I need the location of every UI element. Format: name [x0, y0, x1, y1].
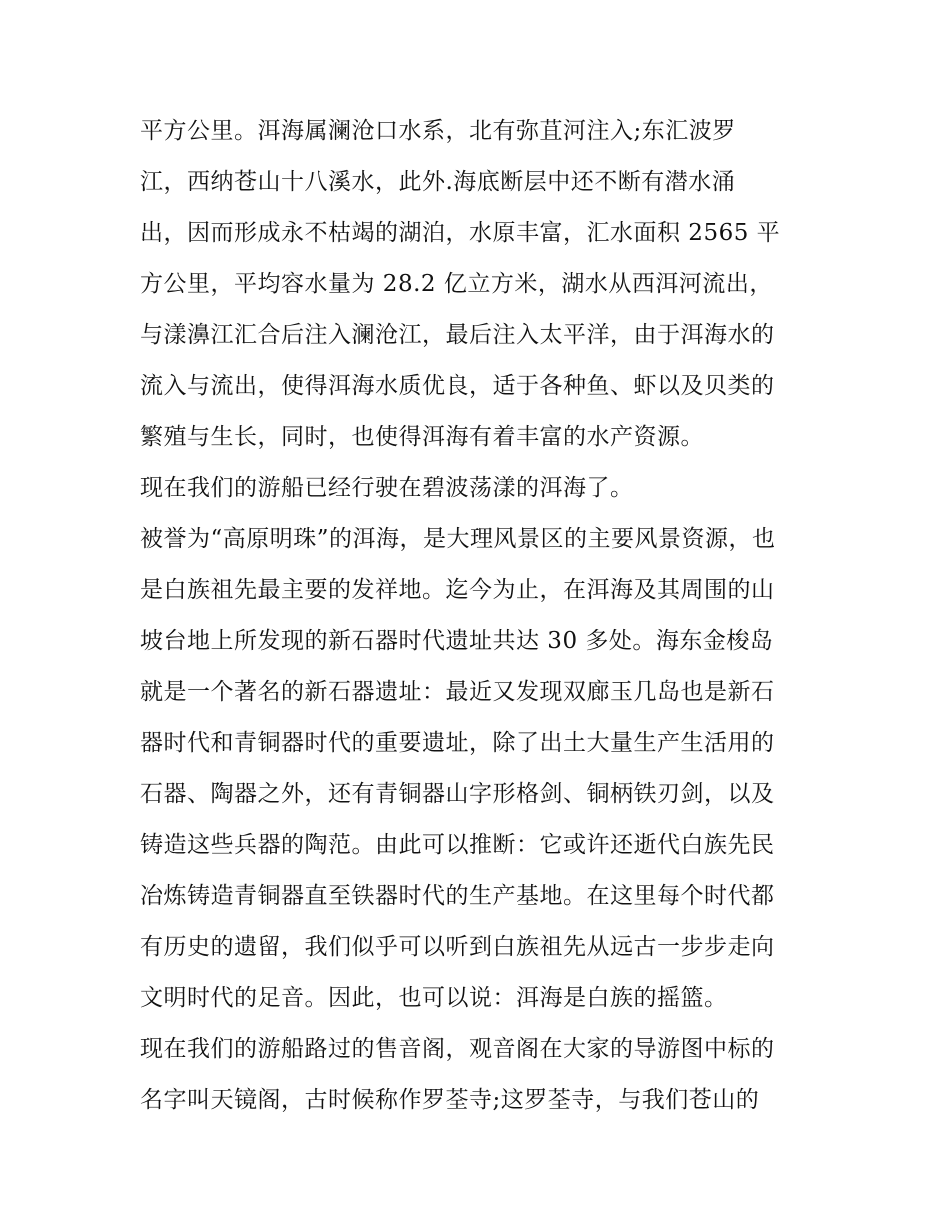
text-line: 江，西纳苍山十八溪水，此外.海底断层中还不断有潜水涌 — [140, 169, 736, 195]
text-line: 流入与流出，使得洱海水质优良，适于各种鱼、虾以及贝类的 — [140, 373, 775, 399]
text-line: 被誉为“高原明珠”的洱海，是大理风景区的主要风景资源，也 — [140, 526, 776, 552]
text-line: 有历史的遗留，我们似乎可以听到白族祖先从远古一步步走向 — [140, 934, 775, 960]
text-line: 器时代和青铜器时代的重要遗址，除了出土大量生产生活用的 — [140, 730, 775, 756]
text-line: 方公里，平均容水量为 28.2 亿立方米，湖水从西洱河流出， — [140, 271, 773, 297]
text-line: 与漾濞江汇合后注入澜沧江，最后注入太平洋，由于洱海水的 — [140, 322, 775, 348]
text-line: 名字叫天镜阁，古时候称作罗荃寺;这罗荃寺，与我们苍山的 — [140, 1087, 760, 1113]
text-line: 坡台地上所发现的新石器时代遗址共达 30 多处。海东金梭岛 — [140, 628, 774, 654]
text-line: 就是一个著名的新石器遗址：最近又发现双廊玉几岛也是新石 — [140, 679, 775, 705]
text-line: 繁殖与生长，同时，也使得洱海有着丰富的水产资源。 — [140, 424, 704, 450]
body-text — [140, 106, 820, 1126]
text-line: 出，因而形成永不枯竭的湖泊，水原丰富，汇水面积 2565 平 — [140, 220, 781, 246]
text-line: 现在我们的游船路过的售音阁，观音阁在大家的导游图中标的 — [140, 1036, 775, 1062]
text-line: 现在我们的游船已经行驶在碧波荡漾的洱海了。 — [140, 475, 634, 501]
text-line: 平方公里。洱海属澜沧口水系，北有弥苴河注入;东汇波罗 — [140, 118, 736, 144]
text-line: 文明时代的足音。因此，也可以说：洱海是白族的摇篮。 — [140, 985, 728, 1011]
text-line: 铸造这些兵器的陶范。由此可以推断：它或许还逝代白族先民 — [140, 832, 775, 858]
text-line: 是白族祖先最主要的发祥地。迄今为止，在洱海及其周围的山 — [140, 577, 775, 603]
text-line: 冶炼铸造青铜器直至铁器时代的生产基地。在这里每个时代都 — [140, 883, 775, 909]
text-line: 石器、陶器之外，还有青铜器山字形格剑、铜柄铁刃剑，以及 — [140, 781, 775, 807]
